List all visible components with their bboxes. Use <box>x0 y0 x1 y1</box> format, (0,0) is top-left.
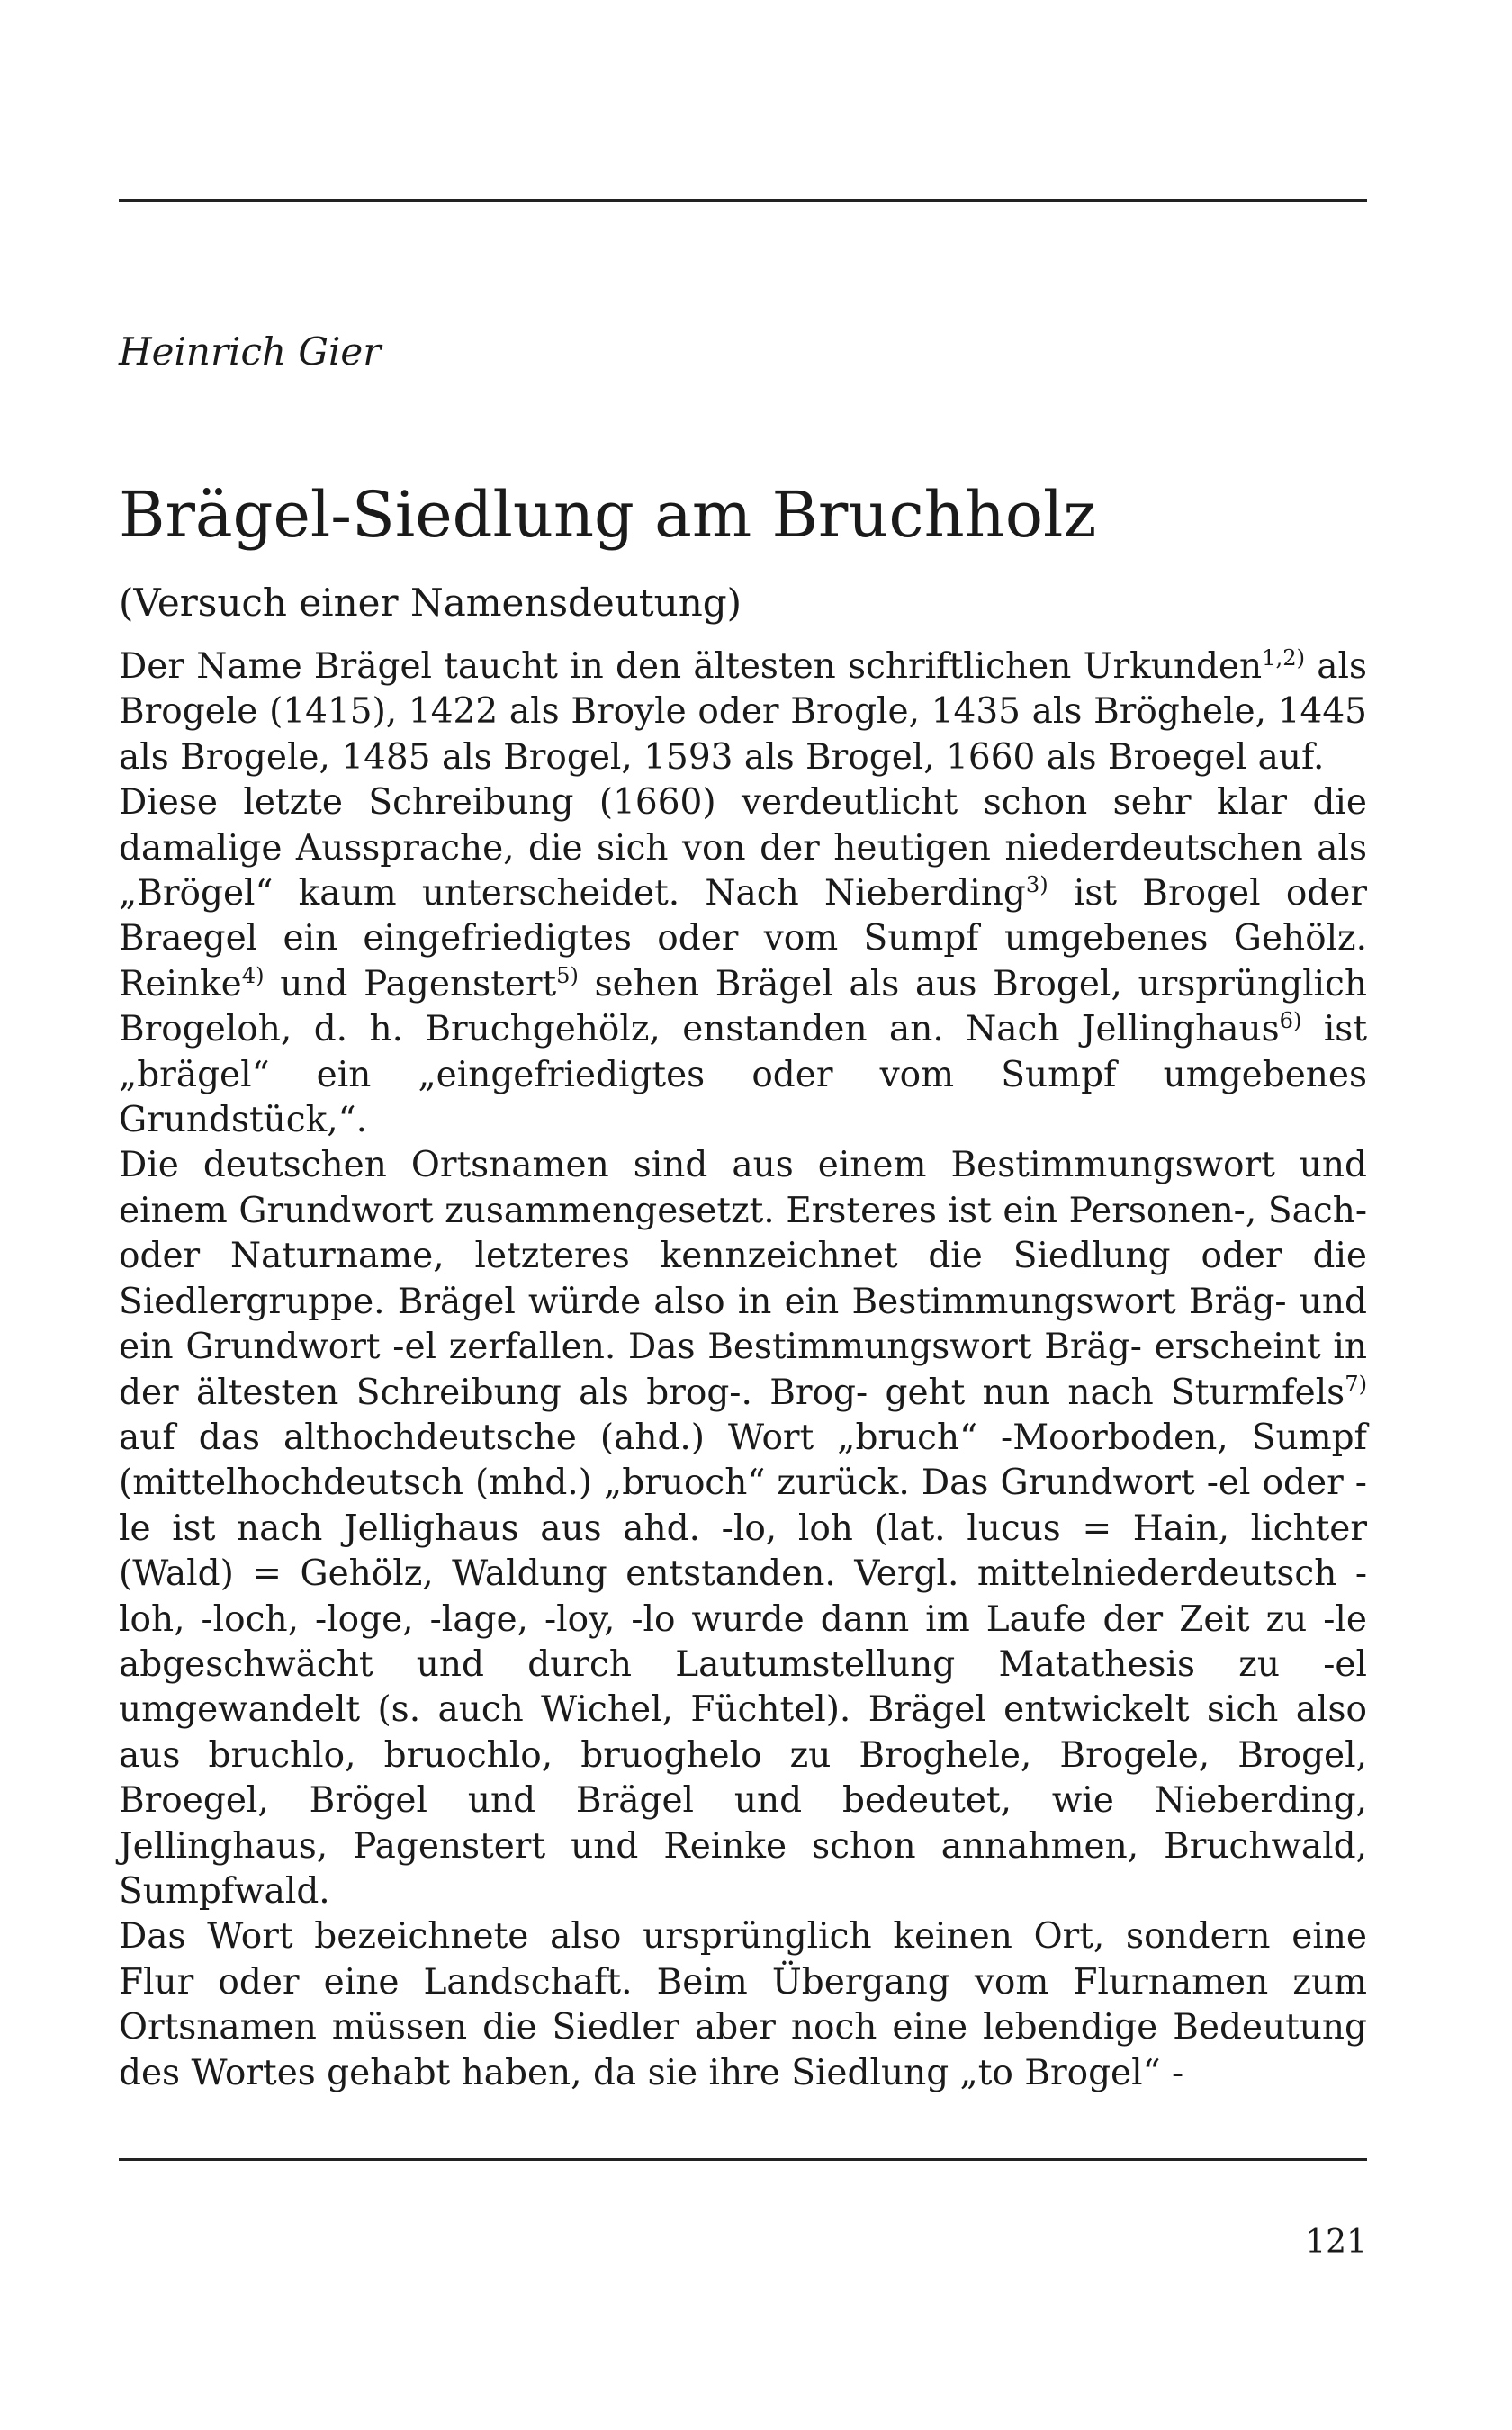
text-segment: Diese letzte Schreibung (1660) verdeutlicht schon sehr klar die damalige Aussprache, die sich von der heutigen niederdeutschen als „Brögel“ kaum unterscheidet. Nach Nieberding <box>119 782 1367 914</box>
footnote-marker: 3) <box>1025 872 1048 898</box>
text-segment: ist „brägel“ ein „eingefriedigtes oder vom Sumpf umgebenes Grundstück,“. <box>119 1009 1367 1141</box>
text-segment: als Brogele (1415), 1422 als Broyle oder Brogle, 1435 als Bröghele, 1445 als Brogele, 1485 als Brogel, 1593 als Brogel, 1660 als Broegel auf. <box>119 646 1368 778</box>
body-paragraph <box>119 644 1367 780</box>
footnote-marker: 4) <box>241 962 265 988</box>
article-body <box>119 644 1367 2096</box>
author-name: Heinrich Gier <box>119 329 382 374</box>
footnote-marker: 1,2) <box>1262 645 1306 670</box>
text-segment: Das Wort bezeichnete also ursprünglich keinen Ort, sondern eine Flur oder eine Landschaft. Beim Übergang vom Flurnamen zum Ortsnamen müssen die Siedler aber noch eine lebendige Bedeutung des Wortes gehabt haben, da sie ihre Siedlung „to Brogel“ - <box>119 1916 1367 2093</box>
footnote-marker: 5) <box>556 962 579 988</box>
page-number: 121 <box>1305 2224 1367 2261</box>
text-segment: und Pagenstert <box>264 963 557 1004</box>
text-segment: ist Brogel oder Braegel ein eingefriedigtes oder vom Sumpf umgebenes Gehölz. Reinke <box>119 873 1367 1004</box>
text-segment: Die deutschen Ortsnamen sind aus einem Bestimmungswort und einem Grundwort zusammengesetzt. Ersteres ist ein Personen-, Sach- oder Naturname, letzteres kennzeichnet die Siedlung oder die Siedlergruppe. Brägel würde also in ein Bestimmungswort Bräg- und ein Grundwort -el zerfallen. Das Bestimmungswort Bräg- erscheint in der ältesten Schreibung als brog-. Brog- geht nun nach Sturmfels <box>119 1145 1367 1413</box>
text-segment: Der Name Brägel taucht in den ältesten schriftlichen Urkunden <box>119 646 1263 687</box>
text-segment: auf das althochdeutsche (ahd.) Wort „bruch“ -Moorboden, Sumpf (mittelhochdeutsch (mhd.) „bruoch“ zurück. Das Grundwort -el oder -le ist nach Jellighaus aus ahd. -lo, loh (lat. lucus = Hain, lichter (Wald) = Gehölz, Waldung entstanden. Vergl. mittelniederdeutsch -loh, -loch, -loge, -lage, -loy, -lo wurde dann im Laufe der Zeit zu -le abgeschwächt und durch Lautumstellung Matathesis zu -el umgewandelt (s. auch Wichel, Füchtel). Brägel entwickelt sich also aus bruchlo, bruochlo, bruoghelo zu Broghele, Brogele, Brogel, Broegel, Brögel und Brägel und bedeutet, wie Nieberding, Jellinghaus, Pagenstert und Reinke schon annahmen, Bruchwald, Sumpfwald. <box>119 1417 1367 1912</box>
bottom-rule <box>119 2158 1367 2161</box>
article-title: Brägel-Siedlung am Bruchholz <box>119 478 1097 552</box>
article-subtitle: (Versuch einer Namensdeutung) <box>119 580 742 625</box>
footnote-marker: 6) <box>1279 1008 1302 1034</box>
text-segment: sehen Brägel als aus Brogel, ursprünglich Brogeloh, d. h. Bruchgehölz, enstanden an. Nach Jellinghaus <box>119 963 1367 1050</box>
body-paragraph <box>119 1143 1367 1914</box>
body-paragraph <box>119 780 1367 1143</box>
footnote-marker: 7) <box>1345 1371 1367 1397</box>
body-paragraph <box>119 1914 1367 2096</box>
top-rule <box>119 199 1367 202</box>
